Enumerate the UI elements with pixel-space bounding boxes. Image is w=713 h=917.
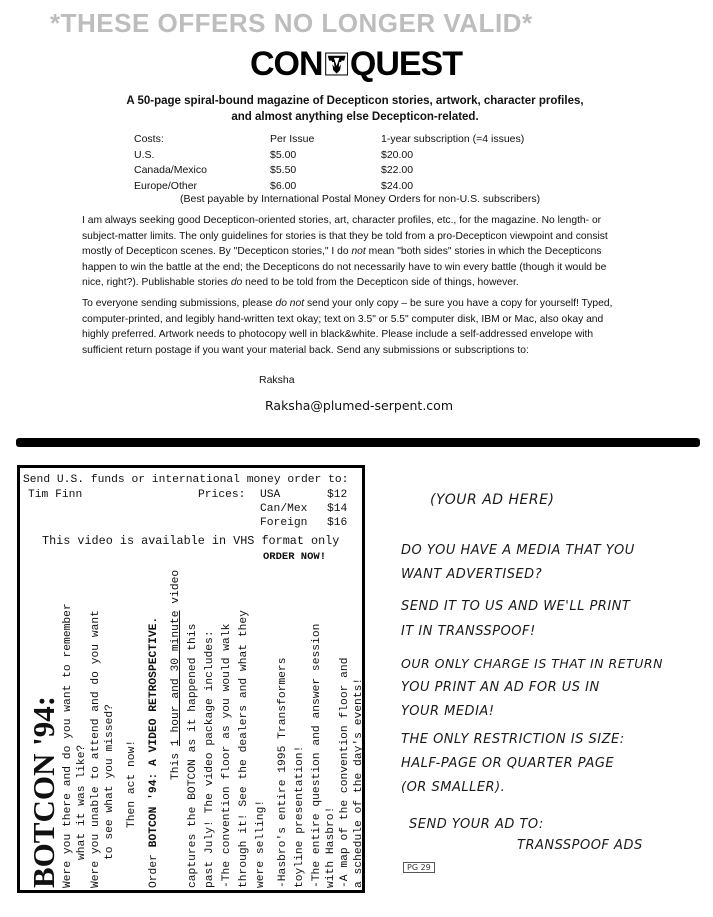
price-region: USA [260, 489, 281, 501]
conquest-logo [250, 44, 462, 84]
handwritten-line: IT IN TRANSSPOOF! [401, 624, 536, 639]
handwritten-line: THE ONLY RESTRICTION IS SIZE: [401, 732, 625, 747]
price-value: $14 [327, 503, 348, 515]
costs-header-per-issue: Per Issue [270, 133, 315, 145]
botcon-video-ad [17, 465, 365, 893]
ad-line: captures the BOTCON as it happened this [187, 623, 199, 888]
botcon-title: BOTCON '94: [26, 695, 61, 888]
logo-right-text: QUEST [349, 44, 462, 83]
no-longer-valid-stamp: *THESE OFFERS NO LONGER VALID* [50, 8, 533, 38]
payee-name: Tim Finn [28, 489, 83, 501]
section-divider [16, 438, 700, 447]
costs-per-issue: $5.00 [270, 148, 297, 161]
ad-line: -A map of the convention floor and [339, 657, 351, 888]
ad-line: to see what you missed? [104, 704, 116, 860]
ad-line: -Hasbro's entire 1995 Transformers [277, 657, 289, 888]
page-number-tag: PG 29 [403, 862, 435, 873]
costs-region: Canada/Mexico [134, 164, 207, 176]
price-value: $16 [327, 517, 348, 529]
handwritten-line: TRANSSPOOF ADS [517, 838, 643, 853]
vhs-format-line: This video is available in VHS format only [42, 534, 340, 548]
costs-per-issue: $6.00 [270, 179, 297, 192]
costs-per-issue: $5.50 [270, 164, 297, 176]
decepticon-insignia-icon [325, 47, 348, 81]
costs-region: U.S. [134, 148, 155, 161]
costs-subscription: $20.00 [381, 148, 414, 161]
funds-instruction: Send U.S. funds or international money order to: [23, 474, 349, 486]
handwritten-line: DO YOU HAVE A MEDIA THAT YOU [401, 543, 635, 558]
ad-line: -The entire question and answer session [311, 623, 323, 888]
handwritten-line: OUR ONLY CHARGE IS THAT IN RETURN [401, 656, 663, 671]
ad-line: through it! See the dealers and what they [238, 610, 250, 888]
ad-line-duration: This 1 hour and 30 minute video [170, 569, 182, 780]
ad-line: -The convention floor as you would walk [221, 623, 233, 888]
ad-line: Were you there and do you want to remember [62, 603, 74, 888]
ad-line: past July! The video package includes: [204, 630, 216, 888]
ad-line: were selling! [255, 799, 267, 888]
contact-email-link[interactable]: Raksha@plumed-serpent.com [265, 398, 454, 413]
ad-line: what it was like? [76, 744, 88, 860]
handwritten-line: SEND YOUR AD TO: [409, 817, 544, 832]
handwritten-line: YOUR MEDIA! [401, 704, 495, 719]
handwritten-line: WANT ADVERTISED? [401, 567, 543, 582]
ad-line-order: Order BOTCON '94: A VIDEO RETROSPECTIVE. [148, 616, 160, 888]
submission-instructions-paragraph: To everyone sending submissions, please do not send your only copy – be sure you have a copy for yourself! Typed, computer-printed, and legibly hand-written text okay; text on 3.5" or 5.5" computer disk, IBM or Mac, also okay and highly preferred. Artwork needs to photocopy well in black&white. Please include a self-addressed envelope with sufficient return postage if you want your material back. Send any submissions or subscriptions to: [82, 298, 613, 356]
ad-line: a schedule of the day's events! [353, 677, 365, 888]
handwritten-line: (OR SMALLER). [401, 780, 506, 795]
price-region: Foreign [260, 517, 308, 529]
subtitle-line-1: A 50-page spiral-bound magazine of Decepticon stories, artwork, character profiles, [126, 95, 584, 107]
ad-line: with Hasbro! [325, 806, 337, 888]
order-now-label: ORDER NOW! [263, 551, 327, 563]
handwritten-line: SEND IT TO US AND WE'LL PRINT [401, 599, 631, 614]
handwritten-line: YOU PRINT AN AD FOR US IN [401, 680, 600, 695]
contact-name: Raksha [259, 374, 295, 386]
ad-line: Then act now! [126, 739, 138, 828]
costs-subscription: $22.00 [381, 164, 414, 176]
prices-label: Prices: [198, 489, 246, 501]
ad-line: toyline presentation! [294, 745, 306, 888]
costs-header-subscription: 1-year subscription (=4 issues) [381, 133, 525, 145]
magazine-subtitle [90, 93, 620, 125]
submission-guidelines-paragraph: I am always seeking good Decepticon-oriented stories, art, character profiles, etc., for the magazine. No length- or subject-matter limits. The only guidelines for stories is that they be told from a pro-Decepticon viewpoint and consist mostly of Decepticon scenes. By "Decepticon stories," I do not mean "both sides" stories in which the Decepticons happen to win the battle at the end; the Decepticons do not necessarily have to win every battle (though it would be nice, right?). Publishable stories do need to be told from the Decepticon side of things, however. [82, 215, 608, 288]
logo-left-text: CON [250, 44, 323, 83]
costs-subscription: $24.00 [381, 179, 414, 192]
subtitle-line-2: and almost anything else Decepticon-related. [231, 111, 479, 123]
your-ad-heading: (YOUR AD HERE) [430, 492, 555, 508]
ad-line: Were you unable to attend and do you want [90, 610, 102, 888]
price-region: Can/Mex [260, 503, 308, 515]
price-value: $12 [327, 489, 348, 501]
costs-payment-note: (Best payable by International Postal Money Orders for non-U.S. subscribers) [180, 193, 541, 205]
costs-header-label: Costs: [134, 133, 164, 145]
handwritten-line: HALF-PAGE OR QUARTER PAGE [401, 756, 615, 771]
costs-region: Europe/Other [134, 179, 198, 192]
